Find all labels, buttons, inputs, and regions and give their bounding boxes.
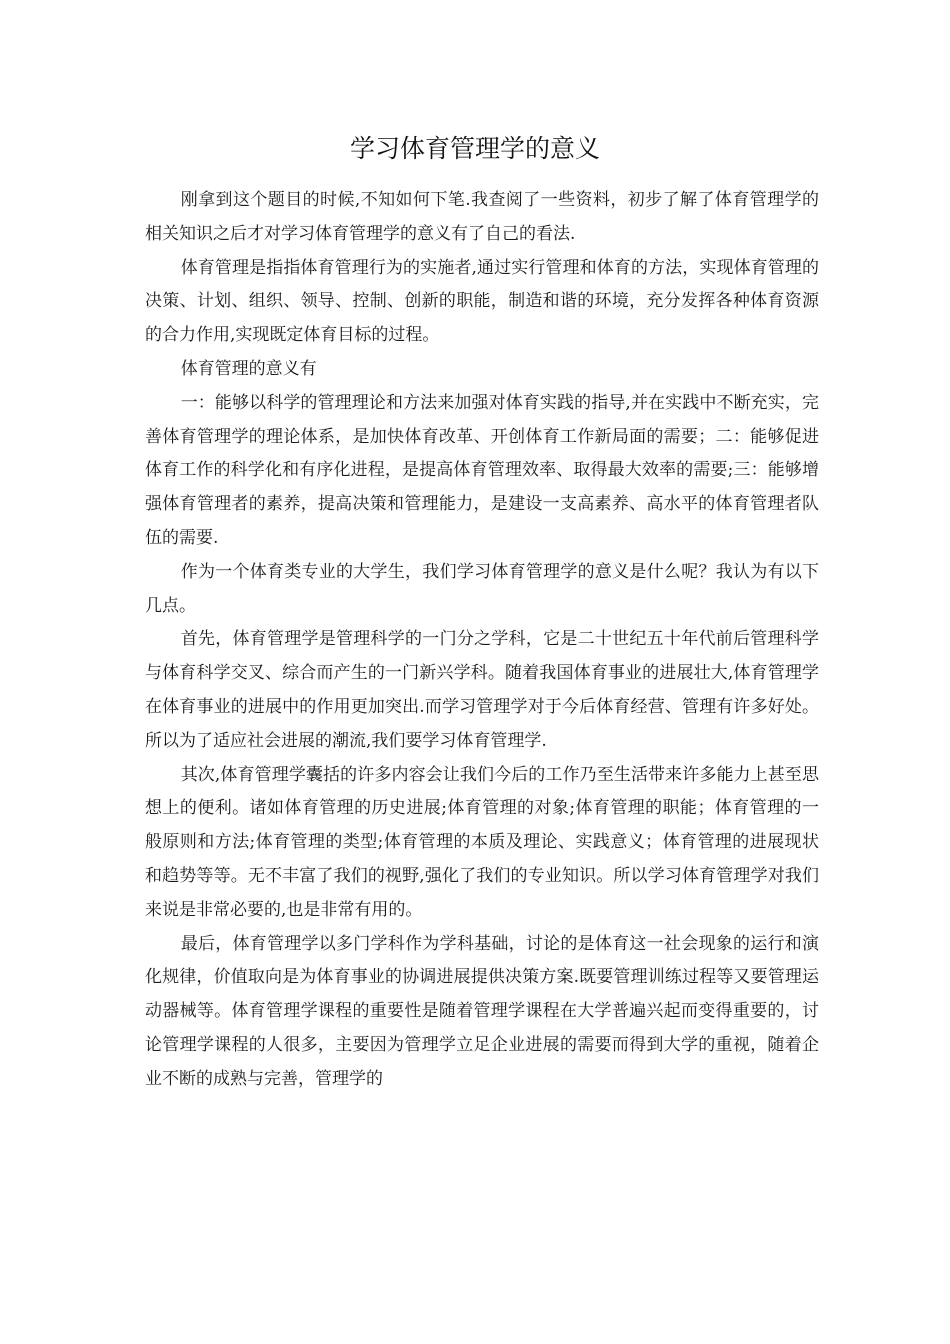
paragraph-last: 最后，体育管理学以多门学科作为学科基础，讨论的是体育这一社会现象的运行和演化规律，价值取向是为体育事业的协调进展提供决策方案.既要管理训练过程等又要管理运动器械等。体育管理学课程的重要性是随着管理学课程在大学普遍兴起而变得重要的，讨论管理学课程的人很多，主要因为管理学立足企业进展的需要而得到大学的重视，随着企业不断的成熟与完善，管理学的 bbox=[145, 933, 819, 1089]
paragraph-definition: 体育管理是指指体育管理行为的实施者,通过实行管理和体育的方法，实现体育管理的决策、计划、组织、领导、控制、创新的职能，制造和谐的环境，充分发挥各种体育资源的合力作用,实现既定体育目标的过程。 bbox=[145, 257, 819, 346]
paragraph-intro: 刚拿到这个题目的时候,不知如何下笔.我查阅了一些资料，初步了解了体育管理学的相关知识之后才对学习体育管理学的意义有了自己的看法. bbox=[145, 190, 819, 244]
paragraph-first: 首先，体育管理学是管理科学的一门分之学科，它是二十世纪五十年代前后管理科学与体育科学交叉、综合而产生的一门新兴学科。随着我国体育事业的进展壮大,体育管理学在体育事业的进展中的作用更加突出.而学习管理学对于今后体育经营、管理有许多好处。所以为了适应社会进展的潮流,我们要学习体育管理学. bbox=[145, 629, 819, 751]
document-title: 学习体育管理学的意义 bbox=[349, 134, 600, 163]
paragraph-second: 其次,体育管理学囊括的许多内容会让我们今后的工作乃至生活带来许多能力上甚至思想上的便利。诸如体育管理的历史进展;体育管理的对象;体育管理的职能；体育管理的一般原则和方法;体育管理的类型;体育管理的本质及理论、实践意义；体育管理的进展现状和趋势等等。无不丰富了我们的视野,强化了我们的专业知识。所以学习体育管理学对我们来说是非常必要的,也是非常有用的。 bbox=[145, 764, 819, 920]
paragraph-question: 作为一个体育类专业的大学生，我们学习体育管理学的意义是什么呢？我认为有以下几点。 bbox=[145, 561, 819, 616]
paragraph-significance-points: 一：能够以科学的管理理论和方法来加强对体育实践的指导,并在实践中不断充实，完善体育管理学的理论体系，是加快体育改革、开创体育工作新局面的需要；二：能够促进体育工作的科学化和有序化进程，是提高体育管理效率、取得最大效率的需要;三：能够增强体育管理者的素养，提高决策和管理能力，是建设一支高素养、高水平的体育管理者队伍的需要. bbox=[145, 392, 819, 548]
document-body bbox=[145, 184, 819, 1097]
paragraph-significance-heading: 体育管理的意义有 bbox=[180, 358, 317, 379]
